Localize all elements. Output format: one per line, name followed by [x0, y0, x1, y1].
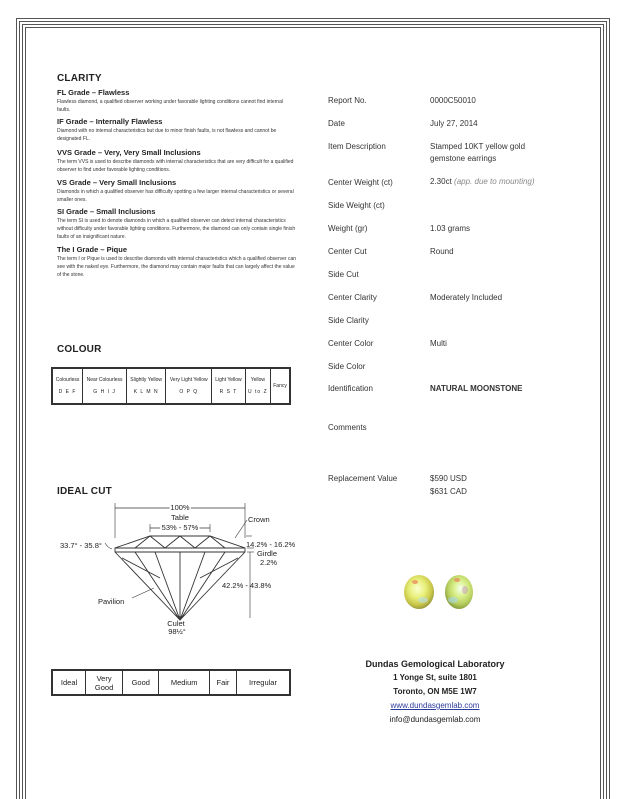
colour-name: Near Colourless [86, 377, 123, 383]
side-color-label: Side Color [328, 362, 366, 371]
center-clarity-value: Moderately Included [430, 293, 503, 302]
colour-grades: G H I J [93, 389, 116, 395]
grade-name: SI Grade – Small Inclusions [57, 207, 156, 216]
clarity-grade-vvs [57, 148, 297, 174]
culet-pct-label: 98½° [168, 627, 186, 636]
total-width-label: 100% [170, 503, 190, 512]
comments-label: Comments [328, 423, 367, 432]
left-earring-stone [404, 575, 434, 609]
cut-grade-cell: Medium [159, 670, 209, 695]
item-description-label: Item Description [328, 142, 386, 151]
grade-name: The I Grade – Pique [57, 245, 128, 254]
crown-label: Crown [248, 515, 270, 524]
replacement-value-cad: $631 CAD [430, 487, 467, 496]
date-value: July 27, 2014 [430, 119, 478, 128]
clarity-grade-si [57, 207, 297, 241]
colour-name: Light Yellow [215, 377, 242, 383]
lab-info [360, 657, 510, 727]
ideal-cut-title: IDEAL CUT [57, 486, 112, 497]
colour-name: Yellow [250, 377, 265, 383]
girdle-label: Girdle [257, 549, 278, 558]
colour-cell [166, 368, 212, 404]
cut-grade-cell: Good [123, 670, 159, 695]
identification-label: Identification [328, 384, 373, 393]
colour-cell [245, 368, 271, 404]
center-clarity-label: Center Clarity [328, 293, 377, 302]
colour-cell [127, 368, 166, 404]
center-color-label: Center Color [328, 339, 374, 348]
cut-grade-cell: Ideal [52, 670, 86, 695]
weight-value: 1.03 grams [430, 224, 471, 233]
grade-description: Diamonds in which a qualified observer has difficulty spotting a few larger internal characteristics or several smaller ones. [57, 189, 294, 203]
colour-grades: K L M N [133, 389, 159, 395]
grade-name: IF Grade – Internally Flawless [57, 117, 163, 126]
crown-height-label: 14.2% - 16.2% [246, 540, 296, 549]
colour-grades: D E F [58, 389, 77, 395]
girdle-pct-label: 2.2% [260, 558, 278, 567]
lab-email[interactable]: info@dundasgemlab.com [389, 715, 481, 724]
center-color-value: Multi [430, 339, 447, 348]
grade-description: Flawless diamond, a qualified observer working under favorable lighting conditions cannot find internal faults. [57, 99, 283, 113]
cut-grade-table [51, 669, 291, 696]
colour-cell [52, 368, 83, 404]
clarity-grade-vs [57, 178, 297, 204]
colour-name: Very Light Yellow [169, 377, 208, 383]
center-weight-note: (app. due to mounting) [454, 177, 535, 186]
crown-angle-label: 33.7° - 35.8° [60, 541, 102, 550]
colour-cell [212, 368, 245, 404]
lab-website-link[interactable]: www.dundasgemlab.com [390, 701, 480, 710]
grade-name: FL Grade – Flawless [57, 88, 130, 97]
earrings-photo [395, 560, 485, 620]
lab-name: Dundas Gemological Laboratory [365, 659, 505, 669]
clarity-grade-if [57, 117, 297, 143]
colour-cell [271, 368, 290, 404]
cut-grade-cell: Fair [209, 670, 236, 695]
grade-name: VVS Grade – Very, Very Small Inclusions [57, 148, 201, 157]
grade-name: VS Grade – Very Small Inclusions [57, 178, 177, 187]
colour-cell [83, 368, 127, 404]
colour-name: Fancy [273, 383, 287, 389]
replacement-value-usd: $590 USD [430, 474, 467, 483]
grade-description: Diamond with no internal characteristics but due to minor finish faults, is not flawless and cannot be designated FL. [57, 128, 277, 142]
colour-grades: O P Q [179, 389, 199, 395]
weight-label: Weight (gr) [328, 224, 368, 233]
colour-grades: U to Z [248, 389, 268, 395]
colour-name: Colourless [55, 377, 80, 383]
cut-grade-cell: Irregular [237, 670, 291, 695]
colour-name: Slightly Yellow [130, 377, 162, 383]
clarity-title: CLARITY [57, 73, 102, 84]
grade-description: The term I or Pique is used to describe diamonds with internal characteristics which a qualified observer can see with the naked eye. Furthermore, the diamond may contain major faults that can largely affect the value of the stone. [57, 256, 297, 278]
center-weight-value [430, 176, 570, 188]
item-description-value: Stamped 10KT yellow gold gemstone earrings [430, 142, 526, 163]
culet-label: Culet [167, 619, 185, 628]
report-number-value: 0000C50010 [430, 96, 476, 105]
date-label: Date [328, 119, 345, 128]
table-label: Table [171, 513, 189, 522]
lab-address-line2: Toronto, ON M5E 1W7 [393, 687, 477, 696]
center-cut-label: Center Cut [328, 247, 367, 256]
colour-scale-table [51, 367, 291, 405]
diamond-cut-diagram [50, 498, 310, 638]
center-weight-number: 2.30ct [430, 177, 452, 186]
grade-description: The term SI is used to denote diamonds in which a qualified observer can detect internal characteristics without difficulty under favorable lighting conditions. Furthermore, the diamond can only contain single finish faults of an insignificant nature. [57, 218, 296, 240]
clarity-grade-fl [57, 88, 297, 114]
clarity-grade-i [57, 245, 297, 279]
replacement-value-label: Replacement Value [328, 474, 398, 483]
colour-title: COLOUR [57, 344, 102, 355]
lab-address-line1: 1 Yonge St, suite 1801 [393, 673, 477, 682]
grade-description: The term VVS is used to describe diamonds with internal characteristics that are very difficult for a qualified observer to find under favorable lighting conditions. [57, 159, 294, 173]
colour-grades: R S T [219, 389, 238, 395]
center-weight-label: Center Weight (ct) [328, 178, 393, 187]
table-range-label: 53% - 57% [161, 523, 199, 532]
diamond-outline [115, 536, 245, 620]
side-cut-label: Side Cut [328, 270, 359, 279]
side-weight-label: Side Weight (ct) [328, 201, 385, 210]
report-number-label: Report No. [328, 96, 367, 105]
pavilion-label: Pavilion [98, 597, 125, 606]
pavilion-depth-label: 42.2% - 43.8% [222, 581, 272, 590]
center-cut-value: Round [430, 247, 454, 256]
identification-value: NATURAL MOONSTONE [430, 384, 523, 393]
side-clarity-label: Side Clarity [328, 316, 369, 325]
cut-grade-cell: Very Good [86, 670, 123, 695]
